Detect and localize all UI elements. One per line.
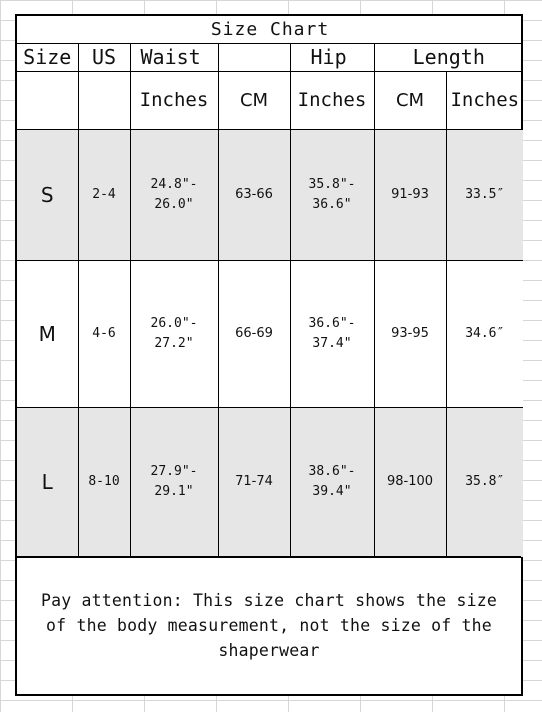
- waist-cm-cell: 66-69: [218, 260, 290, 407]
- waist-cm-cell: 71-74: [218, 407, 290, 557]
- size-chart-table: [17, 16, 523, 558]
- measurement-note: [17, 556, 521, 694]
- table-row: [17, 407, 523, 557]
- size-cell: L: [17, 407, 78, 557]
- hip-inches-cell: [290, 260, 374, 407]
- hip-inches-cell: [290, 129, 374, 260]
- note-text: [19, 588, 519, 663]
- waist-inches-from: 27.9"-: [150, 464, 198, 479]
- size-chart: [15, 14, 523, 696]
- subheader-waist-cm: CM: [218, 71, 290, 129]
- chart-title: Size Chart: [17, 16, 523, 43]
- hip-inches-from: 38.6"-: [308, 464, 356, 479]
- size-cell: M: [17, 260, 78, 407]
- header-hip: Hip: [290, 43, 374, 71]
- header-size: Size: [17, 43, 78, 71]
- table-row: [17, 129, 523, 260]
- table-row: [17, 260, 523, 407]
- waist-inches-to: 26.0": [154, 196, 194, 212]
- note-line: Pay attention: This size chart shows the size: [40, 591, 498, 610]
- waist-inches-from: 26.0"-: [150, 315, 198, 331]
- hip-inches-cell: [290, 407, 374, 557]
- hip-cm-cell: 93-95: [374, 260, 446, 407]
- length-inches-cell: 35.8″: [446, 407, 523, 557]
- us-cell: 8-10: [78, 407, 130, 557]
- waist-inches-to: 29.1": [154, 484, 194, 499]
- waist-inches-to: 27.2": [154, 335, 194, 351]
- subheader-hip-inches: Inches: [290, 71, 374, 129]
- waist-inches-cell: [130, 260, 218, 407]
- subheader-waist-inches: Inches: [130, 71, 218, 129]
- header-waist: Waist: [130, 43, 218, 71]
- size-cell: S: [17, 129, 78, 260]
- hip-inches-to: 37.4": [312, 335, 352, 351]
- subheader-empty-size: [17, 71, 78, 129]
- waist-cm-cell: 63-66: [218, 129, 290, 260]
- subheader-hip-cm: CM: [374, 71, 446, 129]
- hip-cm-cell: 98-100: [374, 407, 446, 557]
- hip-inches-to: 36.6": [312, 196, 352, 212]
- subheader-empty-us: [78, 71, 130, 129]
- us-cell: 4-6: [78, 260, 130, 407]
- waist-inches-from: 24.8"-: [150, 176, 198, 192]
- header-length: Length: [374, 43, 523, 71]
- hip-cm-cell: 91-93: [374, 129, 446, 260]
- waist-inches-cell: [130, 407, 218, 557]
- header-us: US: [78, 43, 130, 71]
- header-blank: [218, 43, 290, 71]
- waist-inches-cell: [130, 129, 218, 260]
- length-inches-cell: 33.5″: [446, 129, 523, 260]
- subheader-length-inches: Inches: [446, 71, 523, 129]
- note-line: shaperwear: [218, 641, 320, 660]
- length-inches-cell: 34.6″: [446, 260, 523, 407]
- note-line: of the body measurement, not the size of the: [46, 616, 492, 635]
- hip-inches-to: 39.4": [312, 484, 352, 499]
- hip-inches-from: 35.8"-: [308, 176, 356, 192]
- us-cell: 2-4: [78, 129, 130, 260]
- hip-inches-from: 36.6"-: [308, 315, 356, 331]
